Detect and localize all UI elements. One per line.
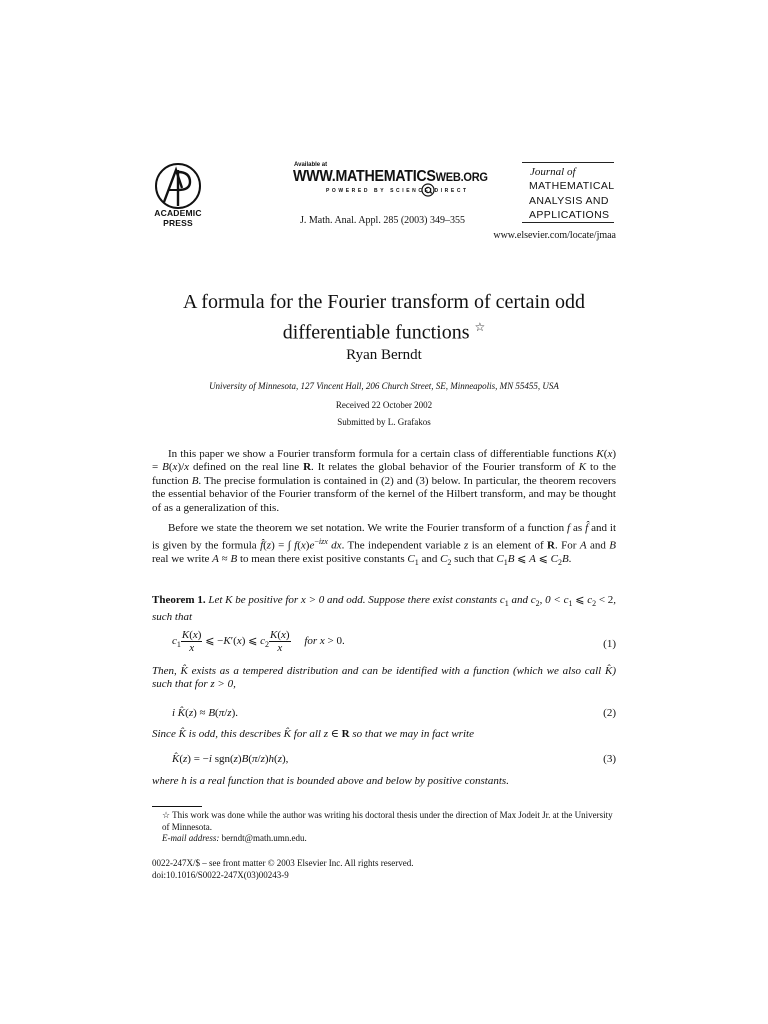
journal-rule [522,162,614,163]
doi-link[interactable]: doi:10.1016/S0022-247X(03)00243-9 [152,869,289,880]
equation-number: (1) [603,638,616,650]
footnote-text: This work was done while the author was writing his doctoral thesis under the direction of Max Jodeit Jr. at the University of Minnesota. [162,810,613,832]
footnote-mark-link[interactable]: ☆ [474,320,486,334]
available-at-label: Available at [294,162,328,168]
equation-number: (3) [603,753,616,765]
journal-name-line: ANALYSIS AND [529,194,609,207]
journal-citation: J. Math. Anal. Appl. 285 (2003) 349–355 [300,215,465,226]
email-link[interactable]: berndt@math.umn.edu. [221,833,307,843]
copyright-line: 0022-247X/$ – see front matter © 2003 Elsevier Inc. All rights reserved. [152,858,414,868]
theorem-continuation: where h is a real function that is bounded above and below by positive constants. [152,775,509,787]
journal-name-line: MATHEMATICAL [529,180,615,192]
website-main: WWW.MATHEMATICS [293,168,436,185]
footnote-mark: ☆ [162,810,171,820]
title-line: differentiable functions [282,321,470,344]
email-label: E-mail address: [162,833,220,843]
footnote [152,810,616,845]
title-line: A formula for the Fourier transform of certain odd [182,291,586,313]
journal-name-line: APPLICATIONS [529,209,610,221]
equation-1: $c_1$ $\frac{K(x)}{x}$ ⩽ −K′(x) ⩽ $c_2$ $\frac{K(x)}{x}$ for x > 0. (1) [172,629,616,654]
affiliation: University of Minnesota, 127 Vincent Hall, 206 Church Street, SE, Minneapolis, MN 55455, USA [209,381,559,391]
intro-paragraph: In this paper we show a Fourier transform formula for a certain class of differentiable functions K(x) = B(x)/x defined on the real line R. It relates the global behavior of the Fourier transform of K to the function B. The precise formulation is contained in (2) and (3) below. In particular, the theorem recovers the essential behavior of the Fourier transform of the kernel of the Hilbert transform, and may be thought of as a generalization of this. [152,448,616,514]
journal-of-label: Journal of [530,166,576,178]
publisher-line: ACADEMIC [154,208,202,218]
received-date: Received 22 October 2002 [335,400,433,410]
article-title [100,290,668,346]
journal-rule [522,222,614,223]
notation-paragraph: Before we state the theorem we set notation. We write the Fourier transform of a function f as f̂ and it is given by the formula f̂(z) = ∫ $f(x)e^{-izx}$ dx. The independent variable z is an element of R. For A and B real we write A ≈ B to mean there exist positive constants $C_1$ and $C_2$ such that $C_1B$ ⩽ A ⩽ $C_2B$. [152,522,617,568]
mathematicsweb-logo [293,168,488,186]
theorem-continuation: Then, K̂ exists as a tempered distribution and can be identified with a function (which we also call K̂) such that for z > 0, [152,665,616,691]
publisher-name [140,208,216,228]
journal-name [529,179,615,223]
equation-number: (2) [603,707,616,719]
theorem-continuation: Since K̂ is odd, this describes K̂ for all z ∈ R so that we may in fact write [152,728,474,740]
footnote-rule [152,806,202,807]
publisher-line: PRESS [163,218,193,228]
powered-by-label: POWERED BY SCIENCE DIRECT [326,188,469,194]
journal-url-link[interactable]: www.elsevier.com/locate/jmaa [493,230,616,241]
sciencedirect-at-icon [421,183,435,197]
author-name: Ryan Berndt [346,347,422,363]
website-small: WEB.ORG [435,170,488,184]
submitted-by: Submitted by L. Grafakos [337,417,431,427]
copyright-block [152,858,616,881]
theorem-statement: Theorem 1. Let K be positive for x > 0 and odd. Suppose there exist constants $c_1$ and $c_2$, $0 < c_1$ ⩽ $c_2 < 2$, such that [152,594,617,623]
